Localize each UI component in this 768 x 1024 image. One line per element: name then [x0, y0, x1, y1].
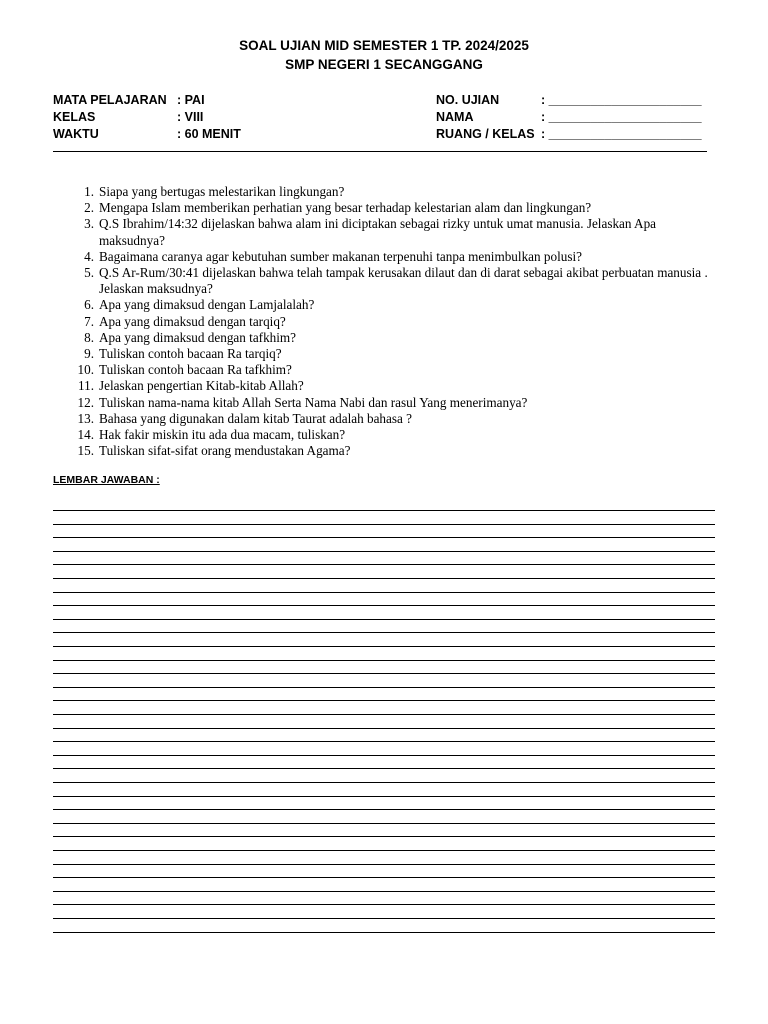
question-text: Jelaskan pengertian Kitab-kitab Allah?	[99, 378, 304, 394]
answer-line[interactable]	[53, 741, 715, 742]
question-number: 14.	[77, 427, 94, 443]
question-text: Tuliskan contoh bacaan Ra tafkhim?	[99, 362, 292, 378]
time-value: : 60 MENIT	[177, 127, 241, 141]
question-number: 11.	[78, 378, 94, 394]
answer-line[interactable]	[53, 796, 715, 797]
question-number: 3.	[84, 216, 94, 232]
answer-line[interactable]	[53, 755, 715, 756]
name-field[interactable]: : ______________________	[541, 110, 702, 124]
exam-number-field[interactable]: : ______________________	[541, 93, 702, 107]
answer-line[interactable]	[53, 836, 715, 837]
school-name: SMP NEGERI 1 SECANGGANG	[285, 57, 483, 72]
question-text: Tuliskan sifat-sifat orang mendustakan Agama?	[99, 443, 351, 459]
answer-line[interactable]	[53, 537, 715, 538]
question-text: Apa yang dimaksud dengan tarqiq?	[99, 313, 286, 329]
answer-line[interactable]	[53, 728, 715, 729]
question-number: 6.	[84, 297, 94, 313]
question-number: 15.	[77, 443, 94, 459]
answer-line[interactable]	[53, 891, 715, 892]
question-number: 7.	[84, 313, 94, 329]
question-number: 13.	[77, 410, 94, 426]
question-number: 1.	[84, 184, 94, 199]
answer-line[interactable]	[53, 660, 715, 661]
answer-line[interactable]	[53, 918, 715, 919]
answer-sheet-label: LEMBAR JAWABAN :	[53, 474, 160, 486]
answer-line[interactable]	[53, 904, 715, 905]
class-label: KELAS	[53, 110, 96, 124]
room-class-label: RUANG / KELAS	[436, 127, 535, 141]
answer-lines	[53, 0, 715, 1024]
time-label: WAKTU	[53, 127, 99, 141]
question-text: Hak fakir miskin itu ada dua macam, tuliskan?	[99, 427, 346, 443]
question-text: Bagaimana caranya agar kebutuhan sumber makanan terpenuhi tanpa menimbulkan polusi?	[99, 248, 582, 264]
question-number: 2.	[84, 200, 94, 216]
answer-line[interactable]	[53, 714, 715, 715]
question-text: Q.S Ibrahim/14:32 dijelaskan bahwa alam ini diciptakan sebagai rizky untuk umat manusia. Jelaskan Apa maksudnya?	[99, 216, 657, 248]
answer-line[interactable]	[53, 619, 715, 620]
question-text: Mengapa Islam memberikan perhatian yang besar terhadap kelestarian alam dan lingkungan?	[99, 200, 592, 216]
answer-line[interactable]	[53, 632, 715, 633]
question-number: 9.	[84, 346, 94, 362]
answer-line[interactable]	[53, 823, 715, 824]
answer-line[interactable]	[53, 605, 715, 606]
answer-line[interactable]	[53, 864, 715, 865]
class-value: : VIII	[177, 110, 204, 124]
question-text: Bahasa yang digunakan dalam kitab Taurat adalah bahasa ?	[99, 410, 413, 426]
question-number: 5.	[84, 265, 94, 281]
question-number: 12.	[77, 394, 94, 410]
question-text: Apa yang dimaksud dengan Lamjalalah?	[99, 297, 315, 313]
answer-line[interactable]	[53, 592, 715, 593]
answer-line[interactable]	[53, 524, 715, 525]
answer-line[interactable]	[53, 850, 715, 851]
exam-number-label: NO. UJIAN	[436, 93, 500, 107]
answer-line[interactable]	[53, 768, 715, 769]
question-text: Q.S Ar-Rum/30:41 dijelaskan bahwa telah tampak kerusakan dilaut dan di darat sebagai akibat perbuatan manusia . Jelaskan maksudnya?	[99, 265, 708, 297]
question-text: Siapa yang bertugas melestarikan lingkungan?	[99, 184, 345, 199]
name-label: NAMA	[436, 110, 474, 124]
answer-line[interactable]	[53, 564, 715, 565]
question-text: Apa yang dimaksud dengan tafkhim?	[99, 329, 297, 345]
question-number: 8.	[84, 329, 94, 345]
question-text: Tuliskan nama-nama kitab Allah Serta Nama Nabi dan rasul Yang menerimanya?	[99, 394, 528, 410]
answer-line[interactable]	[53, 673, 715, 674]
answer-line[interactable]	[53, 782, 715, 783]
answer-line[interactable]	[53, 551, 715, 552]
answer-line[interactable]	[53, 687, 715, 688]
answer-line[interactable]	[53, 510, 715, 511]
room-class-field[interactable]: : ______________________	[541, 127, 702, 141]
answer-line[interactable]	[53, 700, 715, 701]
answer-line[interactable]	[53, 877, 715, 878]
question-number: 10.	[77, 362, 94, 378]
subject-value: : PAI	[177, 93, 205, 107]
subject-label: MATA PELAJARAN	[53, 93, 167, 107]
exam-title: SOAL UJIAN MID SEMESTER 1 TP. 2024/2025	[239, 38, 529, 53]
answer-line[interactable]	[53, 646, 715, 647]
question-text: Tuliskan contoh bacaan Ra tarqiq?	[99, 346, 282, 362]
answer-line[interactable]	[53, 932, 715, 933]
answer-line[interactable]	[53, 578, 715, 579]
answer-line[interactable]	[53, 809, 715, 810]
question-number: 4.	[84, 248, 94, 264]
